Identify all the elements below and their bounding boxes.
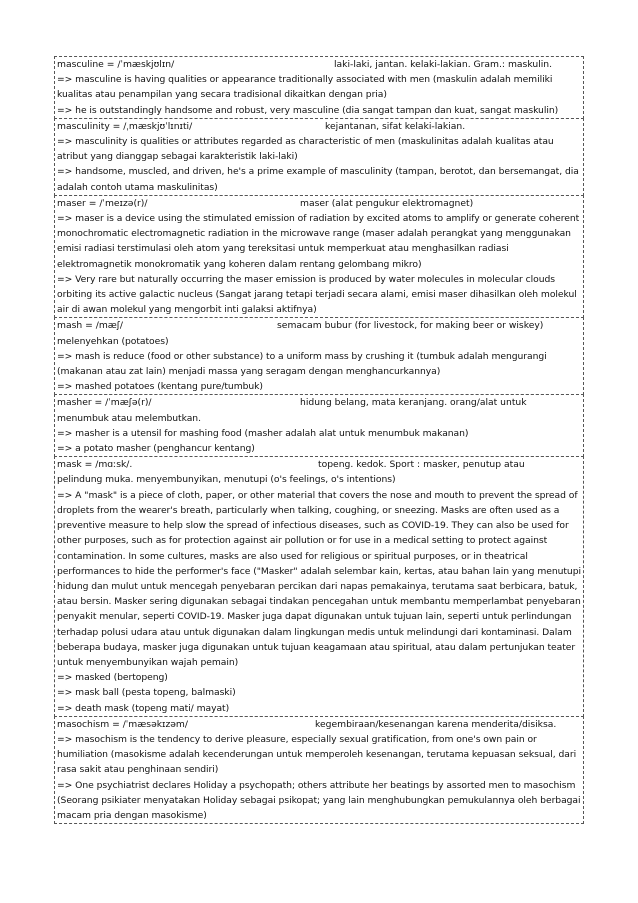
meaning: hidung belang, mata keranjang. orang/alat untuk: [300, 397, 527, 409]
example-line: => Very rare but naturally occurring the maser emission is produced by water molecules in molecular clouds orbiting its active galactic nucleus (Sangat jarang tetapi terjadi secara alami, emisi maser dihasilkan oleh molekul air di awan molekul yang mengorbit inti galaksi aktifnya): [57, 273, 577, 316]
example-line: => masochism is the tendency to derive pleasure, especially sexual gratification, from one's own pain or humiliation (masokisme adalah kecenderungan untuk memperoleh kesenangan, terutama kepuasan seksual, dari rasa sakit atau penghinaan sendiri): [57, 733, 577, 776]
headword: mash = /mæʃ/: [57, 320, 123, 332]
entry-masher: [54, 394, 584, 457]
headword: mask = /mɑːsk/.: [57, 459, 133, 471]
meaning: kejantanan, sifat kelaki-lakian.: [325, 120, 466, 132]
example-line: => masked (bertopeng): [57, 672, 168, 684]
example-line: => death mask (topeng mati/ mayat): [57, 702, 230, 714]
entry-mask: [54, 456, 584, 716]
dictionary-page: [54, 57, 584, 824]
example-line: => mask ball (pesta topeng, balmaski): [57, 687, 236, 699]
meaning: kegembiraan/kesenangan karena menderita/disiksa.: [315, 718, 557, 730]
example-line: => A "mask" is a piece of cloth, paper, or other material that covers the nose and mouth to prevent the spread of droplets from the wearer's breath, particularly when talking, coughing, or sneezing. Masks are often used as a preventive measure to help slow the spread of infectious diseases, such as COVID-19. They can also be used for other purposes, such as for protection against air pollution or for use in a medical setting to protect against contamination. In some cultures, masks are also used for religious or spiritual purposes, or in theatrical performances to hide the performer's face ("Masker" adalah selembar kain, kertas, atau bahan lain yang menutupi hidung dan mulut untuk mencegah penyebaran percikan dari napas pemakainya, terutama saat berbicara, batuk, atau bersin. Masker sering digunakan sebagai tindakan pencegahan untuk membantu memperlambat penyebaran penyakit menular, seperti COVID-19. Masker juga dapat digunakan untuk tujuan lain, seperti untuk perlindungan terhadap polusi udara atau untuk digunakan dalam lingkungan medis untuk melindungi dari kontaminasi. Dalam beberapa budaya, masker juga digunakan untuk tujuan keagamaan atau spiritual, atau dalam pertunjukan teater untuk menyembunyikan wajah pemain): [57, 489, 581, 668]
example-line: => masher is a utensil for mashing food (masher adalah alat untuk menumbuk makanan): [57, 427, 469, 439]
example-line: => mashed potatoes (kentang pure/tumbuk): [57, 381, 263, 393]
headword: masochism = /ˈmæsəkɪzəm/: [57, 718, 188, 730]
meaning: laki-laki, jantan. kelaki-lakian. Gram.: maskulin.: [334, 59, 553, 70]
example-line: => masculine is having qualities or appearance traditionally associated with men (maskulin adalah memiliki kualitas atau penampilan yang secara tradisional dikaitkan dengan pria): [57, 74, 553, 101]
meaning: topeng. kedok. Sport : masker, penutup atau: [318, 459, 525, 471]
headword: masculine = /ˈmæskjʊlɪn/: [57, 59, 175, 70]
entry-masculinity: [54, 118, 584, 196]
headword: masculinity = /ˌmæskjʊˈlɪnɪti/: [57, 120, 193, 132]
entry-header: [57, 457, 581, 472]
example-line: => handsome, muscled, and driven, he's a prime example of masculinity (tampan, berotot, dan bersemangat, dia adalah contoh utama maskulinitas): [57, 166, 579, 193]
meaning: maser (alat pengukur elektromagnet): [300, 197, 474, 209]
entry-header: [57, 57, 581, 72]
headword: masher = /ˈmæʃə(r)/: [57, 397, 152, 409]
headword: maser = /ˈmeɪzə(r)/: [57, 197, 148, 209]
meaning-continued: pelindung muka. menyembunyikan, menutupi (o's feelings, o's intentions): [57, 474, 396, 486]
entry-header: [57, 717, 581, 732]
entry-masochism: [54, 716, 584, 824]
entry-header: [57, 395, 581, 410]
meaning: semacam bubur (for livestock, for making beer or wiskey): [277, 320, 544, 332]
entry-maser: [54, 195, 584, 319]
example-line: => a potato masher (penghancur kentang): [57, 443, 255, 455]
entry-header: [57, 318, 581, 333]
example-line: => mash is reduce (food or other substance) to a uniform mass by crushing it (tumbuk adalah mengurangi (makanan atau zat lain) menjadi massa yang seragam dengan menghancurkannya): [57, 350, 547, 378]
entry-header: [57, 196, 581, 211]
example-line: => maser is a device using the stimulated emission of radiation by excited atoms to amplify or generate coherent monochromatic electromagnetic radiation in the microwave range (maser adalah perangkat yang menggunakan emisi radiasi terstimulasi oleh atom yang tereksitasi untuk memperkuat atau menghasilkan radiasi elektromagnetik monokromatik yang koheren dalam rentang gelombang mikro): [57, 213, 580, 270]
entry-header: [57, 119, 581, 134]
meaning-continued: melenyehkan (potatoes): [57, 335, 169, 347]
entry-mash: [54, 317, 584, 395]
example-line: => One psychiatrist declares Holiday a psychopath; others attribute her beatings by assorted men to masochism (Seorang psikiater menyatakan Holiday sebagai psikopat; yang lain menghubungkan pemukulannya oleh berbagai macam pria dengan masokisme): [57, 779, 581, 821]
entry-masculine: [54, 56, 584, 119]
example-line: => he is outstandingly handsome and robust, very masculine (dia sangat tampan dan kuat, sangat maskulin): [57, 104, 559, 116]
example-line: => masculinity is qualities or attributes regarded as characteristic of men (maskulinitas adalah kualitas atau atribut yang dianggap sebagai karakteristik laki-laki): [57, 136, 554, 163]
meaning-continued: menumbuk atau melembutkan.: [57, 412, 201, 424]
